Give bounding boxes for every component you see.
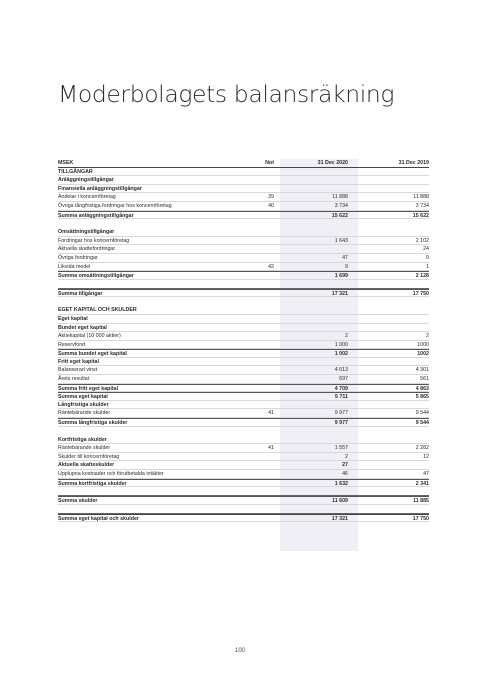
section-row	[58, 436, 429, 445]
table-row	[58, 341, 429, 350]
row-value-2020: 15 622	[331, 212, 348, 219]
row-value-2019: 2 282	[415, 445, 429, 452]
row-note: 39	[268, 194, 274, 201]
section-row	[58, 461, 429, 470]
row-label: Övriga fordringar	[58, 254, 98, 261]
table-row	[58, 453, 429, 462]
row-label: EGET KAPITAL OCH SKULDER	[58, 307, 137, 314]
spacer-row	[58, 219, 429, 228]
header-2020: 31 Dec 2020	[317, 160, 348, 166]
row-label: Balanserad vinst	[58, 367, 98, 374]
row-value-2020: 27	[342, 462, 348, 469]
header-note: Not	[265, 160, 274, 166]
table-row	[58, 470, 429, 479]
row-label: Summa tillgångar	[58, 290, 103, 297]
row-label: Reservfond	[58, 341, 86, 348]
row-label: Långfristiga skulder	[58, 401, 109, 408]
section-row	[58, 185, 429, 194]
section-row	[58, 176, 429, 185]
row-label: TILLGÅNGAR	[58, 168, 93, 175]
row-value-2020: 1 643	[334, 237, 348, 244]
total-row	[58, 384, 429, 393]
row-value-2020: 47	[342, 254, 348, 261]
row-value-2019: 1	[426, 263, 429, 270]
row-value-2019: 15 622	[412, 212, 429, 219]
page-number: 100	[234, 648, 245, 654]
row-label: Summa bundet eget kapital	[58, 351, 127, 358]
row-value-2020: 11 609	[332, 498, 348, 505]
row-value-2019: 11 888	[413, 194, 429, 201]
row-label: Fritt eget kapital	[58, 358, 99, 365]
total-row	[58, 211, 429, 220]
table-row	[58, 263, 429, 272]
row-note: 41	[268, 410, 274, 417]
row-value-2020: 9 977	[334, 410, 348, 417]
table-row	[58, 237, 429, 246]
row-label: Aktiekapital (10 000 aktier)	[58, 333, 121, 340]
page-title: Moderbolagets balansräkning	[58, 80, 395, 108]
row-label: Summa anläggningstillgångar	[58, 212, 134, 219]
total-row	[58, 349, 429, 358]
row-label: Övriga långfristiga fordringar hos koncernföretag	[58, 202, 172, 209]
row-value-2019: 12	[423, 453, 429, 460]
row-value-2019: 9 544	[415, 410, 429, 417]
table-row	[58, 375, 429, 384]
row-value-2020: 4 709	[334, 385, 348, 392]
row-value-2019: 1000	[417, 341, 429, 348]
row-label: Summa skulder	[58, 498, 98, 505]
row-value-2019: 3 734	[415, 202, 429, 209]
row-value-2019: 5 865	[415, 394, 429, 401]
row-value-2020: 1 000	[334, 341, 348, 348]
row-label: Anläggningstillgångar	[58, 177, 114, 184]
row-value-2020: 46	[342, 471, 348, 477]
row-label: Eget kapital	[58, 315, 88, 322]
row-label: Summa långfristiga skulder	[58, 420, 128, 427]
row-label: Summa fritt eget kapital	[58, 385, 119, 392]
row-value-2020: 2	[345, 453, 348, 460]
row-value-2020: 1 002	[334, 351, 348, 358]
row-value-2020: 1 632	[334, 480, 348, 487]
row-value-2019: 0	[426, 254, 429, 261]
row-value-2019: 11 885	[413, 498, 429, 505]
row-label: Räntebärande skulder	[58, 445, 111, 452]
section-row	[58, 306, 429, 315]
spacer-row	[58, 505, 429, 514]
section-row	[58, 401, 429, 410]
row-value-2020: 17 321	[331, 515, 348, 522]
row-label: Bundet eget kapital	[58, 324, 107, 331]
table-row	[58, 254, 429, 263]
table-row	[58, 193, 429, 202]
row-value-2019: 24	[423, 246, 429, 253]
header-label: MSEK	[58, 160, 74, 166]
row-label: Andelar i koncernföretag	[58, 194, 116, 201]
row-label: Summa eget kapital och skulder	[58, 515, 139, 522]
spacer-row	[58, 297, 429, 306]
row-value-2019: 17 750	[412, 290, 429, 297]
total-row	[58, 418, 429, 427]
row-label: Upplupna kostnader och förutbetalda intäkter	[58, 471, 164, 477]
section-row	[58, 228, 429, 237]
spacer-row	[58, 280, 429, 289]
balance-sheet-table	[58, 159, 429, 522]
row-value-2019: 561	[420, 376, 429, 383]
table-row	[58, 409, 429, 418]
total-row	[58, 392, 429, 401]
spacer-row	[58, 427, 429, 436]
row-value-2020: 9	[345, 263, 348, 270]
row-label: Årets resultat	[58, 376, 90, 383]
table-body	[58, 168, 429, 523]
row-label: Summa eget kapital	[58, 394, 108, 401]
row-value-2020: 9 977	[334, 420, 348, 427]
total-row	[58, 496, 429, 505]
row-label: Skulder till koncernföretag	[58, 453, 120, 460]
table-row	[58, 444, 429, 453]
row-value-2019: 2	[426, 333, 429, 340]
row-value-2019: 17 750	[412, 515, 429, 522]
row-note: 40	[268, 202, 274, 209]
row-note: 42	[268, 263, 274, 270]
row-label: Summa kortfristiga skulder	[58, 480, 127, 487]
section-row	[58, 168, 429, 177]
total-row	[58, 271, 429, 280]
row-value-2020: 1 699	[334, 273, 348, 280]
row-value-2020: 5 711	[335, 394, 348, 401]
row-label: Kortfristiga skulder	[58, 436, 107, 443]
row-value-2019: 9 544	[415, 420, 429, 427]
header-2019: 31 Dec 2019	[398, 160, 429, 166]
table-row	[58, 332, 429, 341]
table-row	[58, 245, 429, 254]
row-value-2020: 11 888	[332, 194, 348, 201]
row-label: Finansiella anläggningstillgångar	[58, 185, 142, 192]
section-row	[58, 315, 429, 324]
row-value-2019: 1002	[417, 351, 429, 358]
table-row	[58, 366, 429, 375]
total-row	[58, 479, 429, 488]
row-label: Likvida medel	[58, 263, 91, 270]
row-value-2020: 3 734	[334, 202, 348, 209]
row-label: Omsättningstillgångar	[58, 229, 115, 236]
table-header-row	[58, 159, 429, 168]
row-label: Aktuella skatteskulder	[58, 462, 115, 469]
row-label: Räntebärande skulder	[58, 410, 111, 417]
row-value-2020: 697	[339, 376, 348, 383]
row-value-2019: 2 102	[415, 237, 429, 244]
row-label: Summa omsättningstillgångar	[58, 273, 134, 280]
section-row	[58, 324, 429, 333]
row-value-2019: 47	[423, 471, 429, 477]
row-value-2020: 2	[345, 333, 348, 340]
row-value-2019: 2 128	[415, 273, 429, 280]
row-value-2020: 4 013	[334, 367, 348, 374]
row-note: 41	[268, 445, 274, 452]
row-label: Aktuella skattefordringar	[58, 246, 116, 253]
spacer-row	[58, 487, 429, 496]
row-value-2019: 2 341	[415, 480, 429, 487]
section-row	[58, 358, 429, 367]
row-value-2020: 17 321	[331, 290, 348, 297]
row-label: Fordringar hos koncernföretag	[58, 237, 130, 244]
row-value-2020: 1 557	[334, 445, 348, 452]
total-row	[58, 289, 429, 298]
row-value-2019: 4 863	[415, 385, 429, 392]
table-row	[58, 202, 429, 211]
row-value-2019: 4 301	[415, 367, 429, 374]
total-row	[58, 514, 429, 523]
